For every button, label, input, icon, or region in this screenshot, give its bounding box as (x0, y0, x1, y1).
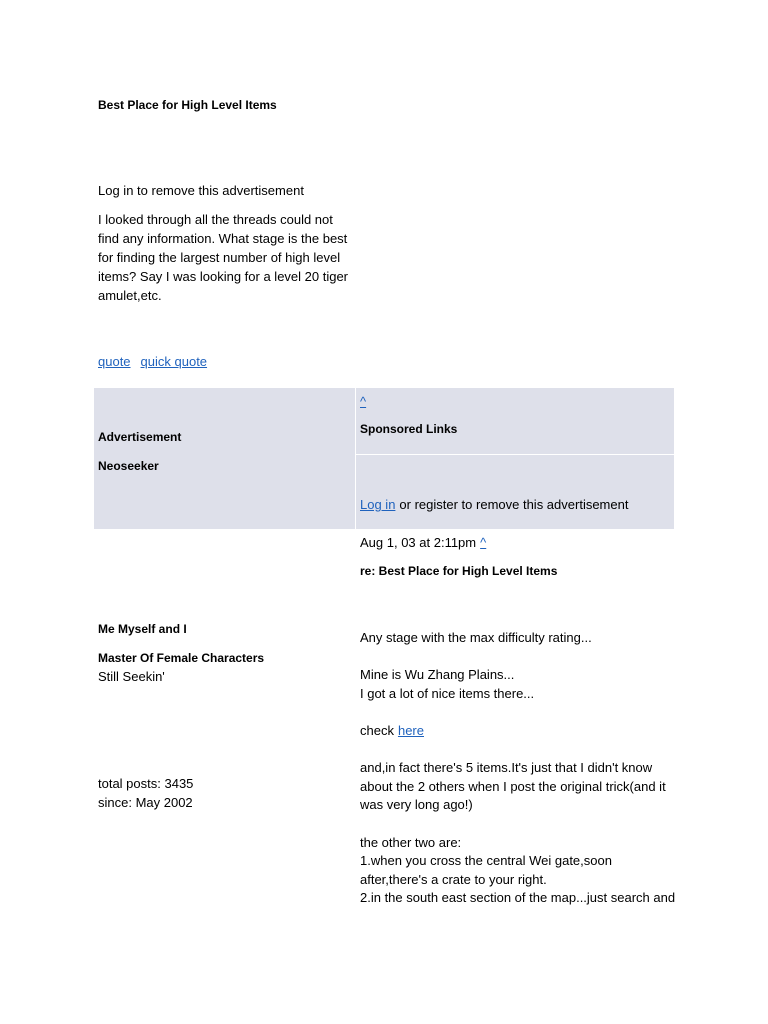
ad-login-suffix: or register to remove this advertisement (399, 497, 629, 512)
advertisement-provider: Neoseeker (98, 459, 159, 473)
reply-line: after,there's a crate to your right. (360, 871, 547, 887)
reply-back-to-top-link[interactable]: ^ (480, 535, 487, 550)
reply-meta (360, 533, 486, 552)
reply-line: about the 2 others when I post the original trick(and it (360, 778, 666, 794)
reply-line: and,in fact there's 5 items.It's just that I didn't know (360, 760, 653, 776)
reply-paragraph (360, 629, 675, 648)
reply-date: Aug 1, 03 at 2:11pm (360, 535, 477, 550)
advertisement-label: Advertisement (98, 430, 182, 444)
reply-paragraph (360, 666, 675, 703)
sponsored-links-body-cell (356, 455, 674, 529)
reply-subject: re: Best Place for High Level Items (360, 564, 558, 578)
reply-body (360, 629, 675, 927)
reply-paragraph (360, 722, 675, 741)
author-status: Still Seekin' (98, 669, 165, 684)
sponsored-links-header-cell (356, 388, 674, 454)
reply-line: 1.when you cross the central Wei gate,soon (360, 853, 612, 869)
reply-line: Mine is Wu Zhang Plains... (360, 667, 515, 683)
author-rank: Master Of Female Characters (98, 651, 265, 665)
check-text: check (360, 722, 394, 738)
reply-paragraph (360, 759, 675, 815)
post-actions (98, 352, 207, 371)
quick-quote-link[interactable]: quick quote (140, 354, 208, 369)
first-post-body (98, 210, 348, 305)
reply-line: the other two are: (360, 834, 462, 850)
author-name: Me Myself and I (98, 622, 187, 636)
reply-line (360, 722, 675, 741)
reply-line: 2.in the south east section of the map...just search and (360, 890, 676, 906)
login-link[interactable]: Log in (360, 497, 396, 512)
first-post-line: items? Say I was looking for a level 20 tiger (98, 269, 349, 284)
first-post-line: for finding the largest number of high level (98, 250, 341, 265)
reply-line: I got a lot of nice items there... (360, 685, 535, 701)
ad-removal-notice: Log in to remove this advertisement (98, 183, 304, 198)
first-post-line: find any information. What stage is the best (98, 231, 348, 246)
reply-line: was very long ago!) (360, 797, 473, 813)
first-post-line: amulet,etc. (98, 288, 162, 303)
ad-login-notice (360, 495, 628, 514)
back-to-top-link[interactable]: ^ (360, 394, 367, 409)
thread-title: Best Place for High Level Items (98, 98, 277, 112)
advertisement-cell (94, 388, 355, 529)
quote-link[interactable]: quote (98, 354, 131, 369)
sponsored-links-title: Sponsored Links (360, 422, 458, 436)
back-to-top-wrapper (360, 392, 366, 411)
here-link[interactable]: here (397, 722, 424, 738)
reply-paragraph (360, 834, 675, 908)
first-post-line: I looked through all the threads could not (98, 212, 333, 227)
reply-line: Any stage with the max difficulty rating... (360, 630, 592, 645)
author-member-since: since: May 2002 (98, 795, 193, 810)
author-total-posts: total posts: 3435 (98, 776, 194, 791)
